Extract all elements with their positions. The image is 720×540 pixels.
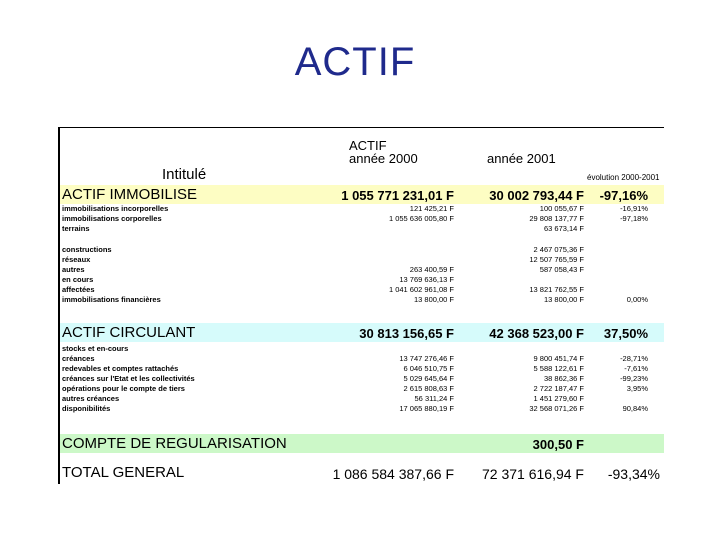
row-value-2000: 121 425,21 F xyxy=(409,204,454,213)
section-total-2001: 30 002 793,44 F xyxy=(489,188,584,203)
row-label: terrains xyxy=(62,224,90,233)
row-value-2001: 100 055,67 F xyxy=(539,204,584,213)
row-evolution: -7,61% xyxy=(624,364,648,373)
row-value-2000: 1 041 602 961,08 F xyxy=(388,285,454,294)
row-label: en cours xyxy=(62,275,94,284)
row-evolution: 90,84% xyxy=(622,404,648,413)
total-2000: 1 086 584 387,66 F xyxy=(332,466,454,482)
row-evolution: -28,71% xyxy=(620,354,648,363)
row-value-2000: 5 029 645,64 F xyxy=(403,374,454,383)
row-value-2001: 5 588 122,61 F xyxy=(533,364,584,373)
header-intitule: Intitulé xyxy=(162,166,207,183)
regularisation-2001: 300,50 F xyxy=(532,437,584,452)
total-2001: 72 371 616,94 F xyxy=(482,466,584,482)
row-value-2000: 56 311,24 F xyxy=(414,394,454,403)
row-value-2001: 29 808 137,77 F xyxy=(529,214,584,223)
row-value-2001: 38 862,36 F xyxy=(543,374,584,383)
row-value-2000: 13 769 636,13 F xyxy=(399,275,454,284)
regularisation-label: COMPTE DE REGULARISATION xyxy=(62,435,287,452)
total-evolution: -93,34% xyxy=(607,466,660,482)
row-value-2000: 13 747 276,46 F xyxy=(399,354,454,363)
row-value-2000: 17 065 880,19 F xyxy=(399,404,454,413)
row-label: réseaux xyxy=(62,255,91,264)
row-value-2001: 13 821 762,55 F xyxy=(529,285,584,294)
row-value-2000: 1 055 636 005,80 F xyxy=(388,214,454,223)
row-value-2000: 13 800,00 F xyxy=(413,295,454,304)
section-label: ACTIF CIRCULANT xyxy=(62,324,196,341)
section-evolution: -97,16% xyxy=(599,188,648,203)
row-label: créances sur l'Etat et les collectivités xyxy=(62,374,195,383)
header-year-2000: année 2000 xyxy=(349,151,418,166)
section-total-2001: 42 368 523,00 F xyxy=(489,326,584,341)
section-total-2000: 30 813 156,65 F xyxy=(359,326,454,341)
row-evolution: 0,00% xyxy=(626,295,648,304)
row-evolution: 3,95% xyxy=(626,384,648,393)
row-label: autres xyxy=(62,265,85,274)
row-label: immobilisations corporelles xyxy=(62,214,162,223)
row-value-2001: 13 800,00 F xyxy=(543,295,584,304)
total-label: TOTAL GENERAL xyxy=(62,464,185,481)
header-evolution: évolution 2000-2001 xyxy=(587,173,660,182)
row-value-2000: 2 615 808,63 F xyxy=(403,384,454,393)
balance-sheet-table xyxy=(58,127,664,484)
row-label: stocks et en-cours xyxy=(62,344,129,353)
header-year-2001: année 2001 xyxy=(487,151,556,166)
row-value-2001: 32 568 071,26 F xyxy=(529,404,584,413)
slide-title: ACTIF xyxy=(294,40,416,84)
row-value-2001: 12 507 765,59 F xyxy=(529,255,584,264)
row-value-2001: 1 451 279,60 F xyxy=(533,394,584,403)
row-label: affectées xyxy=(62,285,95,294)
row-label: constructions xyxy=(62,245,112,254)
section-label: ACTIF IMMOBILISE xyxy=(62,186,198,203)
row-label: créances xyxy=(62,354,95,363)
header-actif: ACTIF xyxy=(349,138,387,153)
row-value-2000: 263 400,59 F xyxy=(409,265,454,274)
row-evolution: -16,91% xyxy=(620,204,648,213)
row-label: redevables et comptes rattachés xyxy=(62,364,179,373)
row-evolution: -99,23% xyxy=(620,374,648,383)
row-value-2001: 9 800 451,74 F xyxy=(533,354,584,363)
row-evolution: -97,18% xyxy=(620,214,648,223)
section-total-2000: 1 055 771 231,01 F xyxy=(341,188,454,203)
row-label: opérations pour le compte de tiers xyxy=(62,384,185,393)
row-value-2001: 587 058,43 F xyxy=(539,265,584,274)
row-value-2001: 2 467 075,36 F xyxy=(533,245,584,254)
row-label: immobilisations incorporelles xyxy=(62,204,169,213)
row-label: immobilisations financières xyxy=(62,295,161,304)
section-evolution: 37,50% xyxy=(603,326,648,341)
row-value-2001: 2 722 187,47 F xyxy=(533,384,584,393)
row-label: disponibilités xyxy=(62,404,111,413)
row-value-2001: 63 673,14 F xyxy=(543,224,584,233)
row-label: autres créances xyxy=(62,394,120,403)
row-value-2000: 6 046 510,75 F xyxy=(403,364,454,373)
